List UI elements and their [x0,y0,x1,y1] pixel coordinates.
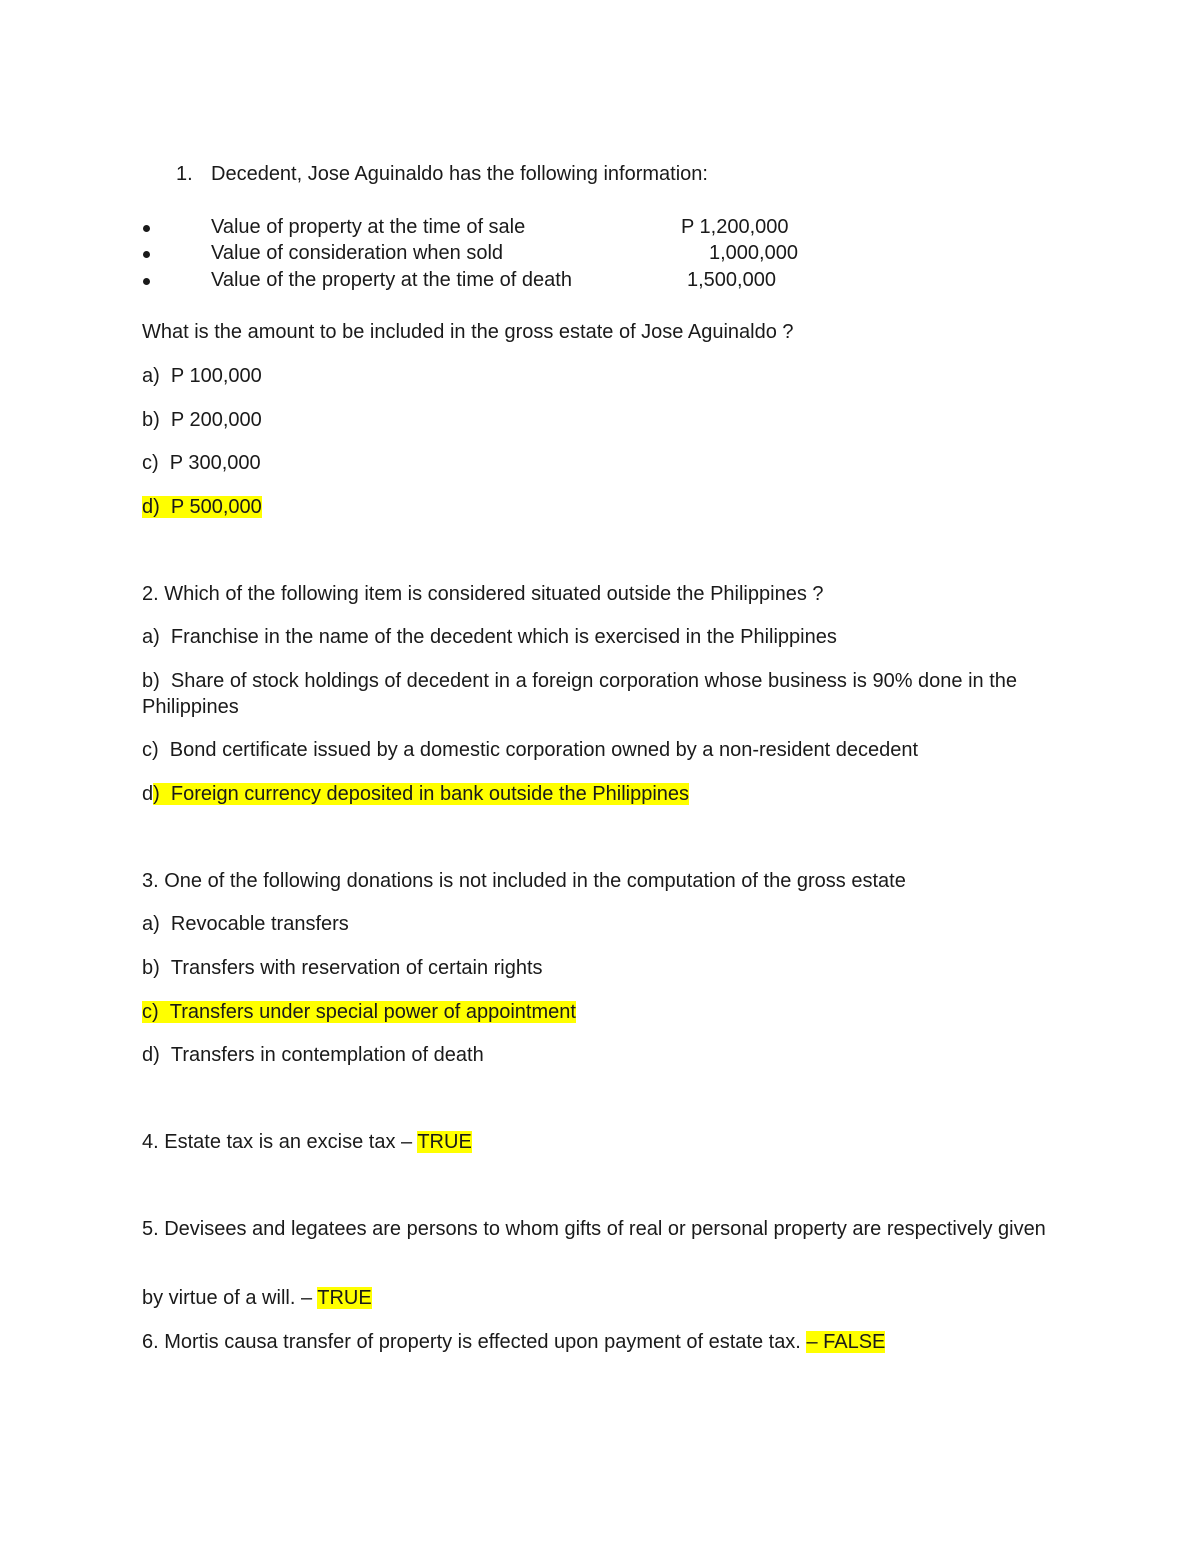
option-letter: c) [142,739,159,761]
q1-question: What is the amount to be included in the gross estate of Jose Aguinaldo ? [142,321,794,343]
option-letter: d) [142,1044,160,1066]
q6-statement [142,1329,885,1355]
bullet-icon [143,278,150,285]
option-letter: b) [142,670,160,692]
bullet-icon [143,225,150,232]
q3-option [142,955,543,981]
option-text: Bond certificate issued by a domestic corporation owned by a non-resident decedent [169,739,919,761]
q2-option [142,737,918,763]
q5-statement-cont [142,1285,372,1311]
statement-text: 4. Estate tax is an excise tax – [142,1131,418,1153]
option-letter: c) [142,1001,159,1023]
option-text: Transfers in contemplation of death [170,1044,484,1066]
statement-text: by virtue of a will. – [142,1287,318,1309]
q1-item-value: P 1,200,000 [681,216,789,238]
option-text: Revocable transfers [170,913,349,935]
q1-option [142,363,262,389]
q1-correct-option [142,494,262,520]
q1-intro: Decedent, Jose Aguinaldo has the following information: [211,163,708,185]
q1-item-value: 1,000,000 [709,242,798,264]
q3-correct-option [142,999,576,1025]
q1-item-value: 1,500,000 [687,269,776,291]
option-text: Foreign currency deposited in bank outside the Philippines [170,783,690,805]
bullet-icon [143,251,150,258]
q2-correct-option [142,781,689,807]
q1-option [142,450,261,476]
option-letter: b) [142,957,160,979]
option-letter: a) [142,365,160,387]
q2-question: 2. Which of the following item is considered situated outside the Philippines ? [142,583,824,605]
option-text: Transfers with reservation of certain rights [170,957,543,979]
option-text: P 500,000 [170,496,262,518]
option-letter: c) [142,452,159,474]
statement-text: 6. Mortis causa transfer of property is effected upon payment of estate tax. [142,1331,807,1353]
q1-option [142,407,262,433]
q3-question: 3. One of the following donations is not included in the computation of the gross estate [142,870,906,892]
answer-badge: TRUE [317,1287,372,1309]
option-letter: a) [142,626,160,648]
option-letter: a) [142,913,160,935]
option-text: P 200,000 [170,409,262,431]
option-text: Share of stock holdings of decedent in a foreign corporation whose business is 90% done in the Philippines [142,670,1018,718]
q1-item-label: Value of the property at the time of death [211,269,572,291]
option-letter: d [142,783,154,805]
q2-option [142,624,837,650]
q3-option [142,1042,484,1068]
q1-item-label: Value of consideration when sold [211,242,504,264]
q1-item-label: Value of property at the time of sale [211,216,526,238]
option-letter-paren: ) [153,783,160,805]
answer-badge: – FALSE [806,1331,886,1353]
option-letter: d) [142,496,160,518]
q5-statement: 5. Devisees and legatees are persons to whom gifts of real or personal property are respectively given [142,1218,1046,1240]
q2-option [142,668,1052,720]
answer-badge: TRUE [417,1131,472,1153]
option-text: P 300,000 [169,452,261,474]
option-text: Franchise in the name of the decedent which is exercised in the Philippines [170,626,837,648]
q4-statement [142,1129,472,1155]
q1-number: 1. [176,163,193,185]
option-text: P 100,000 [170,365,262,387]
option-text: Transfers under special power of appointment [169,1001,576,1023]
q3-option [142,911,349,937]
option-letter: b) [142,409,160,431]
